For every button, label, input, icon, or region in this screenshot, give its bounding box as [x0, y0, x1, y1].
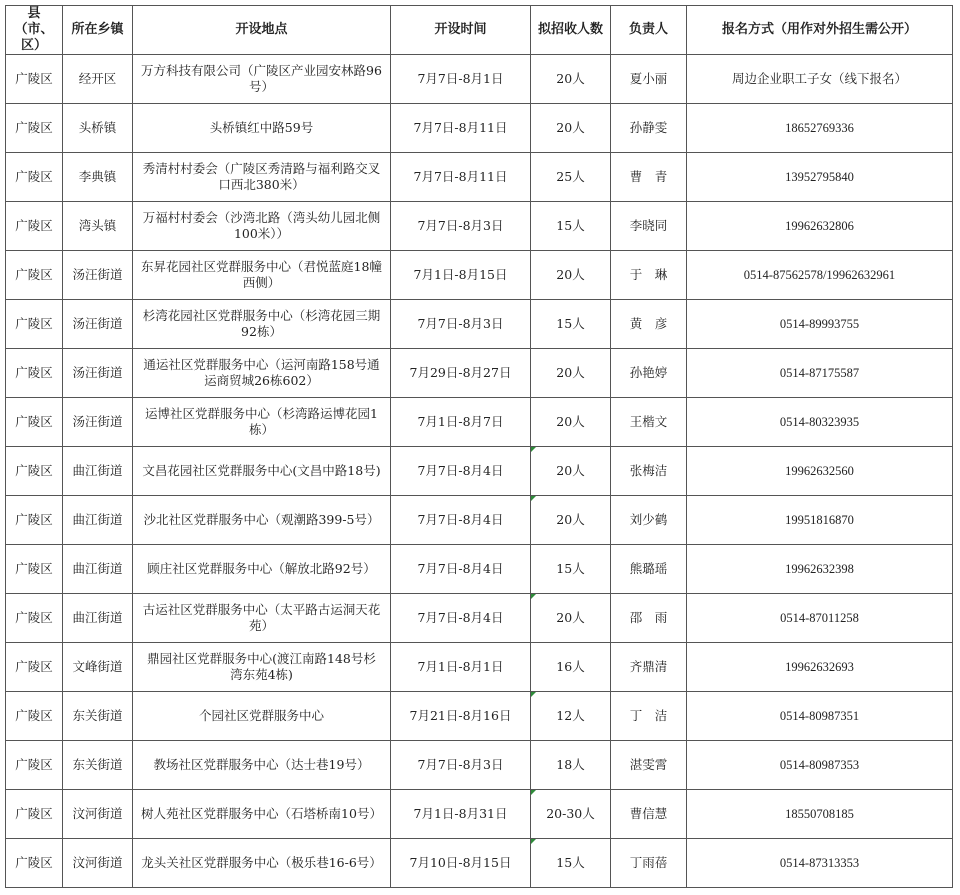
cell-location [133, 545, 391, 594]
period-text: 7月7日-8月11日 [413, 169, 508, 184]
cell-location [133, 104, 391, 153]
cell-township [63, 104, 133, 153]
table-row [6, 692, 953, 741]
county-text: 广陵区 [15, 414, 53, 429]
cell-contact [687, 153, 953, 202]
cell-person [611, 839, 687, 888]
table-row [6, 202, 953, 251]
cell-township [63, 545, 133, 594]
cell-capacity [531, 398, 611, 447]
period-text: 7月1日-8月7日 [417, 414, 504, 429]
cell-county [6, 839, 63, 888]
township-text: 曲江街道 [72, 512, 123, 527]
person-text: 夏小丽 [629, 71, 668, 86]
cell-location [133, 300, 391, 349]
cell-county [6, 153, 63, 202]
location-text: 杉湾花园社区党群服务中心（杉湾花园三期92栋） [142, 308, 381, 339]
table-row [6, 594, 953, 643]
cell-period [391, 398, 531, 447]
person-text: 齐鼎清 [629, 659, 668, 674]
township-text: 汶河街道 [72, 806, 123, 821]
period-text: 7月7日-8月4日 [417, 463, 504, 478]
location-text: 鼎园社区党群服务中心(渡江南路148号杉湾东苑4栋) [147, 651, 376, 682]
cell-period [391, 55, 531, 104]
cell-county [6, 545, 63, 594]
cell-person [611, 55, 687, 104]
cell-township [63, 643, 133, 692]
cell-county [6, 643, 63, 692]
cell-contact [687, 496, 953, 545]
table-row [6, 839, 953, 888]
person-text: 王楷文 [629, 414, 668, 429]
cell-period [391, 104, 531, 153]
contact-text: 18652769336 [785, 121, 854, 135]
cell-township [63, 447, 133, 496]
cell-location [133, 643, 391, 692]
capacity-text: 20-30人 [546, 806, 595, 821]
period-text: 7月7日-8月4日 [417, 561, 504, 576]
cell-county [6, 594, 63, 643]
capacity-text: 20人 [556, 365, 585, 380]
table-row [6, 447, 953, 496]
cell-location [133, 839, 391, 888]
cell-period [391, 496, 531, 545]
capacity-text: 20人 [556, 414, 585, 429]
cell-person [611, 398, 687, 447]
person-text: 于 琳 [629, 267, 668, 282]
cell-capacity [531, 692, 611, 741]
county-text: 广陵区 [15, 169, 53, 184]
cell-person [611, 104, 687, 153]
cell-location [133, 692, 391, 741]
person-text: 曹信慧 [629, 806, 668, 821]
cell-township [63, 202, 133, 251]
cell-period [391, 300, 531, 349]
cell-person [611, 202, 687, 251]
cell-contact [687, 398, 953, 447]
cell-person [611, 790, 687, 839]
cell-county [6, 202, 63, 251]
contact-text: 0514-80987353 [779, 758, 860, 772]
period-text: 7月21日-8月16日 [409, 708, 512, 723]
contact-text: 0514-87313353 [779, 856, 860, 870]
period-text: 7月7日-8月1日 [417, 71, 504, 86]
cell-county [6, 251, 63, 300]
cell-period [391, 349, 531, 398]
county-text: 广陵区 [15, 218, 53, 233]
period-text: 7月7日-8月4日 [417, 610, 504, 625]
header-row [6, 6, 953, 55]
county-text: 广陵区 [15, 512, 53, 527]
cell-contact [687, 594, 953, 643]
cell-township [63, 349, 133, 398]
period-text: 7月1日-8月31日 [413, 806, 508, 821]
cell-period [391, 202, 531, 251]
township-text: 汤汪街道 [72, 414, 123, 429]
table-row [6, 545, 953, 594]
cell-person [611, 496, 687, 545]
roster-body [6, 55, 953, 888]
cell-location [133, 741, 391, 790]
location-text: 头桥镇红中路59号 [209, 120, 314, 135]
county-text: 广陵区 [15, 610, 53, 625]
cell-period [391, 741, 531, 790]
cell-capacity [531, 447, 611, 496]
table-row [6, 643, 953, 692]
cell-period [391, 839, 531, 888]
cell-capacity [531, 55, 611, 104]
cell-county [6, 300, 63, 349]
contact-text: 0514-89993755 [779, 317, 860, 331]
cell-person [611, 643, 687, 692]
cell-location [133, 790, 391, 839]
cell-location [133, 398, 391, 447]
capacity-text: 20人 [556, 71, 585, 86]
table-row [6, 251, 953, 300]
township-text: 经开区 [78, 71, 117, 86]
cell-marker-icon [531, 790, 536, 795]
county-text: 广陵区 [15, 365, 53, 380]
cell-person [611, 447, 687, 496]
location-text: 教场社区党群服务中心（达士巷19号） [153, 757, 370, 772]
period-text: 7月7日-8月11日 [413, 120, 508, 135]
cell-county [6, 349, 63, 398]
cell-period [391, 692, 531, 741]
header-county: 县（市、区） [6, 6, 63, 55]
cell-marker-icon [531, 496, 536, 501]
cell-capacity [531, 643, 611, 692]
contact-text: 18550708185 [785, 807, 854, 821]
township-text: 曲江街道 [72, 463, 123, 478]
contact-text: 19962632398 [785, 562, 854, 576]
cell-period [391, 447, 531, 496]
person-text: 邵 雨 [629, 610, 668, 625]
location-text: 龙头关社区党群服务中心（极乐巷16-6号） [141, 855, 382, 870]
county-text: 广陵区 [15, 463, 53, 478]
header-period: 开设时间 [391, 6, 531, 55]
location-text: 万福村村委会（沙湾北路（湾头幼儿园北侧100米）） [142, 210, 381, 241]
contact-text: 19962632560 [785, 464, 854, 478]
table-row [6, 55, 953, 104]
cell-capacity [531, 545, 611, 594]
cell-contact [687, 643, 953, 692]
county-text: 广陵区 [15, 806, 53, 821]
contact-text: 周边企业职工子女（线下报名） [731, 72, 907, 86]
cell-county [6, 692, 63, 741]
township-text: 东关街道 [72, 757, 123, 772]
location-text: 通运社区党群服务中心（运河南路158号通运商贸城26栋602） [143, 357, 380, 388]
period-text: 7月1日-8月15日 [413, 267, 508, 282]
cell-capacity [531, 251, 611, 300]
cell-person [611, 349, 687, 398]
cell-township [63, 251, 133, 300]
cell-contact [687, 251, 953, 300]
table-row [6, 790, 953, 839]
person-text: 孙艳婷 [629, 365, 668, 380]
cell-person [611, 692, 687, 741]
person-text: 孙静雯 [629, 120, 668, 135]
cell-township [63, 153, 133, 202]
location-text: 古运社区党群服务中心（太平路古运洞天花苑） [142, 602, 381, 633]
cell-person [611, 251, 687, 300]
contact-text: 19951816870 [785, 513, 854, 527]
county-text: 广陵区 [15, 659, 53, 674]
county-text: 广陵区 [15, 561, 53, 576]
cell-contact [687, 202, 953, 251]
person-text: 李晓同 [629, 218, 668, 233]
location-text: 沙北社区党群服务中心（观潮路399-5号） [143, 512, 380, 527]
header-capacity: 拟招收人数 [531, 6, 611, 55]
contact-text: 0514-80987351 [779, 709, 860, 723]
township-text: 汤汪街道 [72, 365, 123, 380]
capacity-text: 15人 [556, 855, 585, 870]
cell-period [391, 153, 531, 202]
cell-township [63, 692, 133, 741]
period-text: 7月7日-8月4日 [417, 512, 504, 527]
cell-contact [687, 349, 953, 398]
capacity-text: 25人 [556, 169, 585, 184]
cell-township [63, 300, 133, 349]
period-text: 7月29日-8月27日 [409, 365, 512, 380]
cell-person [611, 594, 687, 643]
cell-township [63, 839, 133, 888]
person-text: 张梅洁 [629, 463, 668, 478]
cell-contact [687, 839, 953, 888]
cell-capacity [531, 839, 611, 888]
cell-location [133, 496, 391, 545]
county-text: 广陵区 [15, 757, 53, 772]
cell-contact [687, 692, 953, 741]
county-text: 广陵区 [15, 120, 53, 135]
cell-capacity [531, 153, 611, 202]
person-text: 湛雯霄 [629, 757, 668, 772]
contact-text: 0514-80323935 [779, 415, 860, 429]
person-text: 丁 洁 [629, 708, 668, 723]
contact-text: 0514-87562578/19962632961 [743, 268, 896, 282]
cell-county [6, 496, 63, 545]
cell-township [63, 594, 133, 643]
cell-person [611, 741, 687, 790]
capacity-text: 20人 [556, 120, 585, 135]
cell-contact [687, 741, 953, 790]
cell-capacity [531, 202, 611, 251]
capacity-text: 15人 [556, 316, 585, 331]
location-text: 运博社区党群服务中心（杉湾路运博花园1栋） [145, 406, 378, 437]
capacity-text: 15人 [556, 218, 585, 233]
cell-county [6, 104, 63, 153]
cell-location [133, 447, 391, 496]
contact-text: 0514-87011258 [780, 611, 859, 625]
cell-location [133, 55, 391, 104]
cell-county [6, 447, 63, 496]
cell-person [611, 545, 687, 594]
capacity-text: 20人 [556, 267, 585, 282]
cell-capacity [531, 104, 611, 153]
capacity-text: 20人 [556, 463, 585, 478]
cell-capacity [531, 349, 611, 398]
contact-text: 13952795840 [785, 170, 854, 184]
header-registration: 报名方式（用作对外招生需公开） [687, 6, 953, 55]
township-text: 曲江街道 [72, 610, 123, 625]
cell-person [611, 153, 687, 202]
person-text: 曹 青 [629, 169, 668, 184]
township-text: 头桥镇 [78, 120, 117, 135]
cell-capacity [531, 300, 611, 349]
person-text: 黄 彦 [629, 316, 668, 331]
cell-person [611, 300, 687, 349]
cell-contact [687, 300, 953, 349]
cell-contact [687, 55, 953, 104]
location-text: 秀清村村委会（广陵区秀清路与福利路交叉口西北380米） [142, 161, 381, 192]
cell-contact [687, 790, 953, 839]
capacity-text: 12人 [556, 708, 585, 723]
cell-period [391, 251, 531, 300]
period-text: 7月7日-8月3日 [417, 316, 504, 331]
person-text: 熊璐瑶 [629, 561, 668, 576]
cell-location [133, 349, 391, 398]
cell-period [391, 594, 531, 643]
cell-contact [687, 447, 953, 496]
person-text: 刘少鹤 [629, 512, 668, 527]
cell-period [391, 643, 531, 692]
header-contact-person: 负责人 [611, 6, 687, 55]
capacity-text: 20人 [556, 512, 585, 527]
location-text: 文昌花园社区党群服务中心(文昌中路18号) [142, 463, 381, 478]
period-text: 7月7日-8月3日 [417, 757, 504, 772]
township-text: 湾头镇 [78, 218, 117, 233]
cell-township [63, 741, 133, 790]
cell-marker-icon [531, 594, 536, 599]
county-text: 广陵区 [15, 855, 53, 870]
table-row [6, 741, 953, 790]
capacity-text: 20人 [556, 610, 585, 625]
person-text: 丁雨蓓 [629, 855, 668, 870]
location-text: 个园社区党群服务中心 [198, 708, 324, 723]
cell-township [63, 496, 133, 545]
cell-marker-icon [531, 839, 536, 844]
location-text: 万方科技有限公司（广陵区产业园安林路96号） [141, 63, 382, 94]
cell-county [6, 741, 63, 790]
table-row [6, 104, 953, 153]
cell-county [6, 398, 63, 447]
header-township: 所在乡镇 [63, 6, 133, 55]
roster-table [5, 5, 953, 888]
township-text: 李典镇 [78, 169, 117, 184]
cell-period [391, 545, 531, 594]
cell-capacity [531, 594, 611, 643]
cell-marker-icon [531, 447, 536, 452]
period-text: 7月7日-8月3日 [417, 218, 504, 233]
cell-capacity [531, 741, 611, 790]
cell-county [6, 790, 63, 839]
contact-text: 0514-87175587 [779, 366, 860, 380]
cell-contact [687, 104, 953, 153]
county-text: 广陵区 [15, 71, 53, 86]
township-text: 东关街道 [72, 708, 123, 723]
location-text: 树人苑社区党群服务中心（石塔桥南10号） [141, 806, 382, 821]
table-row [6, 349, 953, 398]
county-text: 广陵区 [15, 267, 53, 282]
township-text: 汤汪街道 [72, 316, 123, 331]
capacity-text: 18人 [556, 757, 585, 772]
county-text: 广陵区 [15, 316, 53, 331]
cell-location [133, 594, 391, 643]
table-row [6, 398, 953, 447]
county-text: 广陵区 [15, 708, 53, 723]
period-text: 7月1日-8月1日 [417, 659, 504, 674]
cell-location [133, 251, 391, 300]
header-location: 开设地点 [133, 6, 391, 55]
township-text: 文峰街道 [72, 659, 123, 674]
township-text: 汤汪街道 [72, 267, 123, 282]
capacity-text: 16人 [556, 659, 585, 674]
cell-township [63, 790, 133, 839]
contact-text: 19962632806 [785, 219, 854, 233]
location-text: 顾庄社区党群服务中心（解放北路92号） [147, 561, 376, 576]
cell-capacity [531, 790, 611, 839]
table-row [6, 496, 953, 545]
cell-marker-icon [531, 692, 536, 697]
cell-county [6, 55, 63, 104]
township-text: 曲江街道 [72, 561, 123, 576]
period-text: 7月10日-8月15日 [409, 855, 512, 870]
location-text: 东昇花园社区党群服务中心（君悦蓝庭18幢西侧） [141, 259, 382, 290]
table-row [6, 300, 953, 349]
cell-township [63, 398, 133, 447]
cell-location [133, 202, 391, 251]
cell-contact [687, 545, 953, 594]
cell-location [133, 153, 391, 202]
cell-capacity [531, 496, 611, 545]
cell-township [63, 55, 133, 104]
contact-text: 19962632693 [785, 660, 854, 674]
cell-period [391, 790, 531, 839]
township-text: 汶河街道 [72, 855, 123, 870]
table-row [6, 153, 953, 202]
capacity-text: 15人 [556, 561, 585, 576]
